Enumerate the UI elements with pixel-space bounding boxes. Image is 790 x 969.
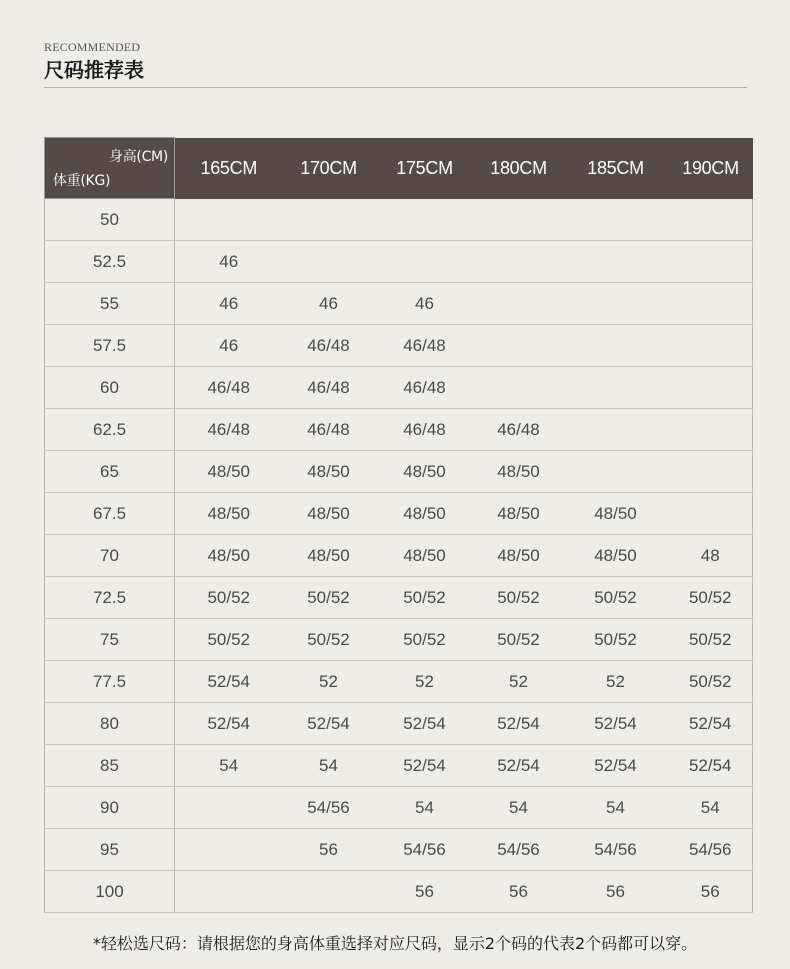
size-cell: 52/54 bbox=[669, 703, 753, 745]
weight-cell: 100 bbox=[45, 871, 175, 913]
size-cell: 46 bbox=[283, 283, 375, 325]
size-cell: 54 bbox=[475, 787, 563, 829]
weight-cell: 55 bbox=[45, 283, 175, 325]
size-cell: 48/50 bbox=[175, 493, 283, 535]
size-cell bbox=[669, 283, 753, 325]
size-cell: 48/50 bbox=[175, 451, 283, 493]
size-cell: 56 bbox=[375, 871, 475, 913]
size-cell: 52/54 bbox=[669, 745, 753, 787]
table-row bbox=[45, 199, 753, 241]
size-cell: 54 bbox=[375, 787, 475, 829]
weight-axis-label: 体重(KG) bbox=[53, 173, 111, 189]
size-cell bbox=[175, 199, 283, 241]
size-cell bbox=[669, 325, 753, 367]
size-cell bbox=[475, 325, 563, 367]
table-row bbox=[45, 451, 753, 493]
size-cell: 50/52 bbox=[175, 619, 283, 661]
size-cell: 46/48 bbox=[375, 409, 475, 451]
weight-cell: 80 bbox=[45, 703, 175, 745]
height-axis-label: 身高(CM) bbox=[109, 149, 168, 165]
section-title: 尺码推荐表 bbox=[44, 58, 144, 82]
size-cell: 50/52 bbox=[669, 661, 753, 703]
section-header bbox=[44, 40, 747, 83]
size-cell: 48/50 bbox=[375, 451, 475, 493]
size-cell bbox=[175, 787, 283, 829]
table-row bbox=[45, 577, 753, 619]
table-row bbox=[45, 661, 753, 703]
size-cell: 52 bbox=[283, 661, 375, 703]
size-cell: 48/50 bbox=[175, 535, 283, 577]
size-cell: 52/54 bbox=[475, 703, 563, 745]
size-cell bbox=[563, 241, 669, 283]
size-cell: 52/54 bbox=[563, 745, 669, 787]
weight-cell: 67.5 bbox=[45, 493, 175, 535]
size-cell: 56 bbox=[669, 871, 753, 913]
size-cell: 50/52 bbox=[669, 619, 753, 661]
table-row bbox=[45, 283, 753, 325]
size-cell: 52/54 bbox=[175, 661, 283, 703]
size-cell: 50/52 bbox=[283, 577, 375, 619]
weight-cell: 85 bbox=[45, 745, 175, 787]
size-cell: 46/48 bbox=[175, 409, 283, 451]
size-cell bbox=[283, 199, 375, 241]
weight-cell: 65 bbox=[45, 451, 175, 493]
size-cell: 50/52 bbox=[175, 577, 283, 619]
height-header-cell: 190CM bbox=[669, 138, 753, 199]
weight-cell: 52.5 bbox=[45, 241, 175, 283]
table-row bbox=[45, 787, 753, 829]
size-cell: 48/50 bbox=[283, 493, 375, 535]
size-cell bbox=[175, 871, 283, 913]
table-header-row bbox=[45, 138, 753, 199]
section-divider bbox=[44, 87, 747, 88]
table-row bbox=[45, 619, 753, 661]
table-row bbox=[45, 241, 753, 283]
size-cell: 52/54 bbox=[375, 703, 475, 745]
size-cell bbox=[669, 451, 753, 493]
size-cell: 48/50 bbox=[283, 535, 375, 577]
size-cell: 46 bbox=[175, 241, 283, 283]
size-cell: 48/50 bbox=[475, 493, 563, 535]
weight-cell: 57.5 bbox=[45, 325, 175, 367]
size-cell: 50/52 bbox=[563, 577, 669, 619]
table-row bbox=[45, 703, 753, 745]
size-cell: 48 bbox=[669, 535, 753, 577]
size-cell: 48/50 bbox=[283, 451, 375, 493]
size-cell: 50/52 bbox=[475, 577, 563, 619]
size-cell: 46 bbox=[175, 283, 283, 325]
weight-cell: 50 bbox=[45, 199, 175, 241]
table-row bbox=[45, 367, 753, 409]
size-cell bbox=[563, 409, 669, 451]
size-cell bbox=[669, 199, 753, 241]
size-cell bbox=[563, 283, 669, 325]
size-cell: 52 bbox=[475, 661, 563, 703]
size-cell bbox=[475, 241, 563, 283]
size-cell: 52 bbox=[375, 661, 475, 703]
size-cell: 48/50 bbox=[375, 493, 475, 535]
table-row bbox=[45, 871, 753, 913]
size-cell: 46/48 bbox=[475, 409, 563, 451]
size-cell: 46/48 bbox=[283, 367, 375, 409]
size-cell: 48/50 bbox=[475, 535, 563, 577]
height-header-cell: 165CM bbox=[175, 138, 283, 199]
weight-cell: 95 bbox=[45, 829, 175, 871]
weight-cell: 77.5 bbox=[45, 661, 175, 703]
table-row bbox=[45, 535, 753, 577]
size-cell: 50/52 bbox=[283, 619, 375, 661]
size-cell bbox=[669, 493, 753, 535]
size-cell: 50/52 bbox=[563, 619, 669, 661]
size-cell bbox=[669, 367, 753, 409]
size-cell bbox=[563, 367, 669, 409]
size-cell bbox=[375, 199, 475, 241]
size-recommendation-table bbox=[44, 137, 753, 913]
footnote: *轻松选尺码：请根据您的身高体重选择对应尺码，显示2个码的代表2个码都可以穿。 bbox=[92, 934, 698, 953]
size-cell: 48/50 bbox=[475, 451, 563, 493]
weight-cell: 75 bbox=[45, 619, 175, 661]
size-cell bbox=[475, 199, 563, 241]
height-header-cell: 170CM bbox=[283, 138, 375, 199]
size-cell bbox=[563, 325, 669, 367]
size-cell bbox=[669, 241, 753, 283]
weight-cell: 90 bbox=[45, 787, 175, 829]
size-cell: 46/48 bbox=[375, 325, 475, 367]
size-cell: 52/54 bbox=[283, 703, 375, 745]
size-cell: 54/56 bbox=[669, 829, 753, 871]
size-cell: 56 bbox=[475, 871, 563, 913]
height-header-cell: 175CM bbox=[375, 138, 475, 199]
size-cell: 50/52 bbox=[669, 577, 753, 619]
size-cell: 50/52 bbox=[375, 577, 475, 619]
size-cell bbox=[175, 829, 283, 871]
size-cell: 54 bbox=[669, 787, 753, 829]
size-cell: 48/50 bbox=[563, 535, 669, 577]
size-cell: 48/50 bbox=[563, 493, 669, 535]
size-cell: 48/50 bbox=[375, 535, 475, 577]
size-cell: 50/52 bbox=[375, 619, 475, 661]
size-cell bbox=[283, 241, 375, 283]
size-cell: 52 bbox=[563, 661, 669, 703]
weight-cell: 70 bbox=[45, 535, 175, 577]
size-cell: 56 bbox=[283, 829, 375, 871]
size-cell: 46 bbox=[175, 325, 283, 367]
table-row bbox=[45, 493, 753, 535]
table-row bbox=[45, 409, 753, 451]
size-cell: 46/48 bbox=[283, 325, 375, 367]
size-cell bbox=[375, 241, 475, 283]
weight-cell: 62.5 bbox=[45, 409, 175, 451]
size-cell: 54/56 bbox=[563, 829, 669, 871]
height-header-cell: 180CM bbox=[475, 138, 563, 199]
table-body bbox=[45, 199, 753, 913]
size-cell bbox=[669, 409, 753, 451]
size-cell: 46/48 bbox=[375, 367, 475, 409]
size-cell bbox=[475, 367, 563, 409]
corner-header-cell bbox=[45, 138, 175, 199]
size-cell: 46 bbox=[375, 283, 475, 325]
size-cell: 46/48 bbox=[175, 367, 283, 409]
weight-cell: 60 bbox=[45, 367, 175, 409]
size-cell: 52/54 bbox=[375, 745, 475, 787]
size-cell bbox=[283, 871, 375, 913]
size-cell: 54 bbox=[175, 745, 283, 787]
section-subtitle: RECOMMENDED bbox=[44, 40, 141, 54]
table-row bbox=[45, 829, 753, 871]
size-cell bbox=[563, 199, 669, 241]
size-cell: 50/52 bbox=[475, 619, 563, 661]
size-cell bbox=[563, 451, 669, 493]
size-cell: 54 bbox=[283, 745, 375, 787]
size-cell: 54 bbox=[563, 787, 669, 829]
size-cell bbox=[475, 283, 563, 325]
size-cell: 54/56 bbox=[475, 829, 563, 871]
height-header-cell: 185CM bbox=[563, 138, 669, 199]
size-cell: 52/54 bbox=[475, 745, 563, 787]
size-cell: 56 bbox=[563, 871, 669, 913]
table-row bbox=[45, 325, 753, 367]
size-cell: 52/54 bbox=[563, 703, 669, 745]
size-cell: 54/56 bbox=[283, 787, 375, 829]
table-row bbox=[45, 745, 753, 787]
size-cell: 54/56 bbox=[375, 829, 475, 871]
weight-cell: 72.5 bbox=[45, 577, 175, 619]
size-cell: 46/48 bbox=[283, 409, 375, 451]
size-cell: 52/54 bbox=[175, 703, 283, 745]
